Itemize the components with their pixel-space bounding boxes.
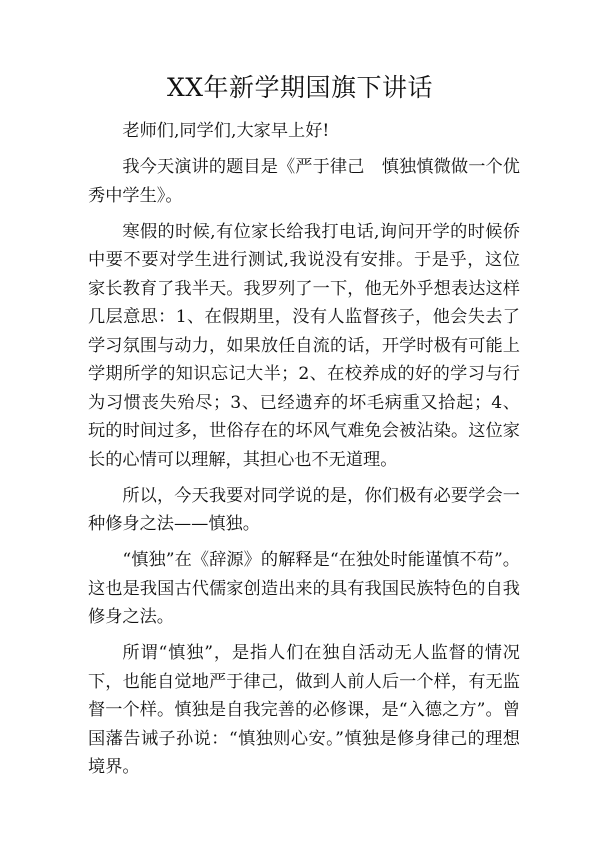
ciyuan-definition-paragraph: “慎独”在《辞源》的解释是“在独处时能谨慎不苟”。这也是我国古代儒家创造出来的具有我国民族特色的自我修身之法。 xyxy=(88,550,520,627)
parent-call-paragraph: 寒假的时候,有位家长给我打电话,询问开学的时候侨中要不要对学生进行测试,我说没有安排。于是乎，这位家长教育了我半天。我罗列了一下，他无外乎想表达这样几层意思：1、在假期里，没有人监督孩子，他会失去了学习氛围与动力，如果放任自流的话，开学时极有可能上学期所学的知识忘记大半；2、在校养成的好的学习与行为习惯丧失殆尽；3、已经遗弃的坏毛病重又拾起；4、玩的时间过多，世俗存在的坏风气难免会被沾染。这位家长的心情可以理解，其担心也不无道理。 xyxy=(88,221,520,470)
shendu-meaning-paragraph: 所谓“慎独”，是指人们在独自活动无人监督的情况下，也能自觉地严于律己，做到人前人后一个样，有无监督一个样。慎独是自我完善的必修课，是“入德之方”。曾国藩告诫子孙说：“慎独则心安。”慎独是修身律己的理想境界。 xyxy=(88,643,520,777)
speech-topic-paragraph: 我今天演讲的题目是《严于律己 慎独慎微做一个优秀中学生》。 xyxy=(88,157,520,206)
greeting-paragraph: 老师们,同学们,大家早上好! xyxy=(122,121,330,141)
speech-body xyxy=(88,117,520,789)
document-title: XX年新学期国旗下讲话 xyxy=(166,73,434,102)
self-discipline-intro-paragraph: 所以，今天我要对同学说的是，你们极有必要学会一种修身之法——慎独。 xyxy=(88,485,520,534)
